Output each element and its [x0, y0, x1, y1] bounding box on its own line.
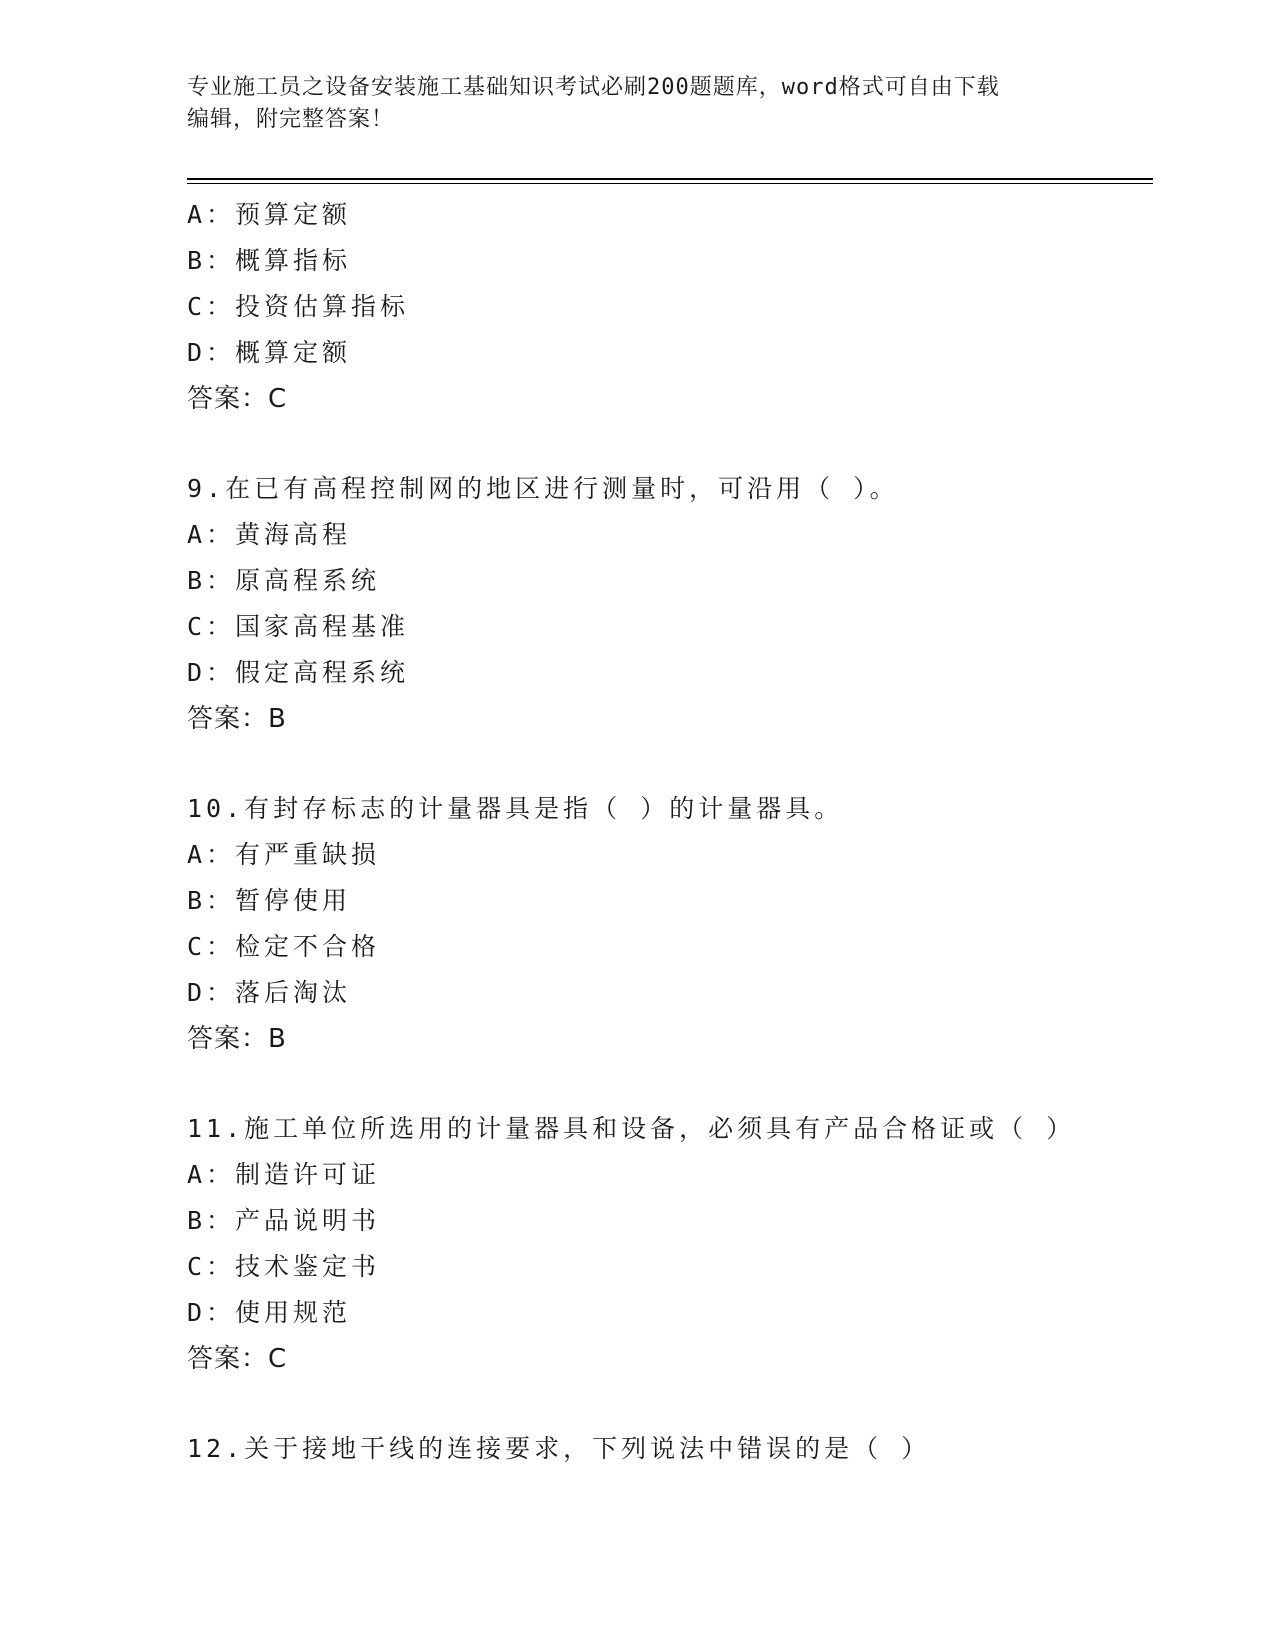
question-title: 11.施工单位所选用的计量器具和设备，必须具有产品合格证或（ ） — [187, 1114, 1076, 1143]
spacer — [187, 1382, 1153, 1426]
answer-line: 答案：C — [187, 1344, 288, 1374]
option-d: D：落后淘汰 — [187, 978, 352, 1007]
question-12 — [187, 1426, 1153, 1472]
option-b: B：原高程系统 — [187, 566, 381, 595]
answer-line: 答案：B — [187, 704, 287, 734]
answer-line: 答案：C — [187, 384, 288, 414]
option-b: B：概算指标 — [187, 246, 352, 275]
option-d: D：使用规范 — [187, 1298, 352, 1327]
question-11 — [187, 1106, 1153, 1382]
option-d: D：概算定额 — [187, 338, 352, 367]
answer-line: 答案：B — [187, 1024, 287, 1054]
option-a: A：黄海高程 — [187, 520, 352, 549]
header-title-line-2: 编辑，附完整答案！ — [187, 107, 395, 132]
spacer — [187, 1062, 1153, 1106]
option-d: D：假定高程系统 — [187, 658, 410, 687]
option-c: C：投资估算指标 — [187, 292, 410, 321]
option-a: A：预算定额 — [187, 200, 352, 229]
option-c: C：检定不合格 — [187, 932, 381, 961]
option-c: C：技术鉴定书 — [187, 1252, 381, 1281]
option-a: A：制造许可证 — [187, 1160, 381, 1189]
spacer — [187, 742, 1153, 786]
option-b: B：暂停使用 — [187, 886, 352, 915]
question-10 — [187, 786, 1153, 1062]
option-b: B：产品说明书 — [187, 1206, 381, 1235]
document-header — [187, 72, 1087, 136]
option-c: C：国家高程基准 — [187, 612, 410, 641]
header-divider-thick — [187, 178, 1153, 180]
header-divider-thin — [187, 183, 1153, 184]
question-title: 10.有封存标志的计量器具是指（ ）的计量器具。 — [187, 794, 844, 823]
spacer — [187, 422, 1153, 466]
question-title: 12.关于接地干线的连接要求，下列说法中错误的是（ ） — [187, 1434, 931, 1463]
question-title: 9.在已有高程控制网的地区进行测量时，可沿用（ ）。 — [187, 474, 899, 503]
option-a: A：有严重缺损 — [187, 840, 381, 869]
question-8 — [187, 192, 1153, 422]
header-title-line-1: 专业施工员之设备安装施工基础知识考试必刷200题题库，word格式可自由下载 — [187, 75, 1000, 100]
question-list — [187, 192, 1153, 1472]
question-9 — [187, 466, 1153, 742]
